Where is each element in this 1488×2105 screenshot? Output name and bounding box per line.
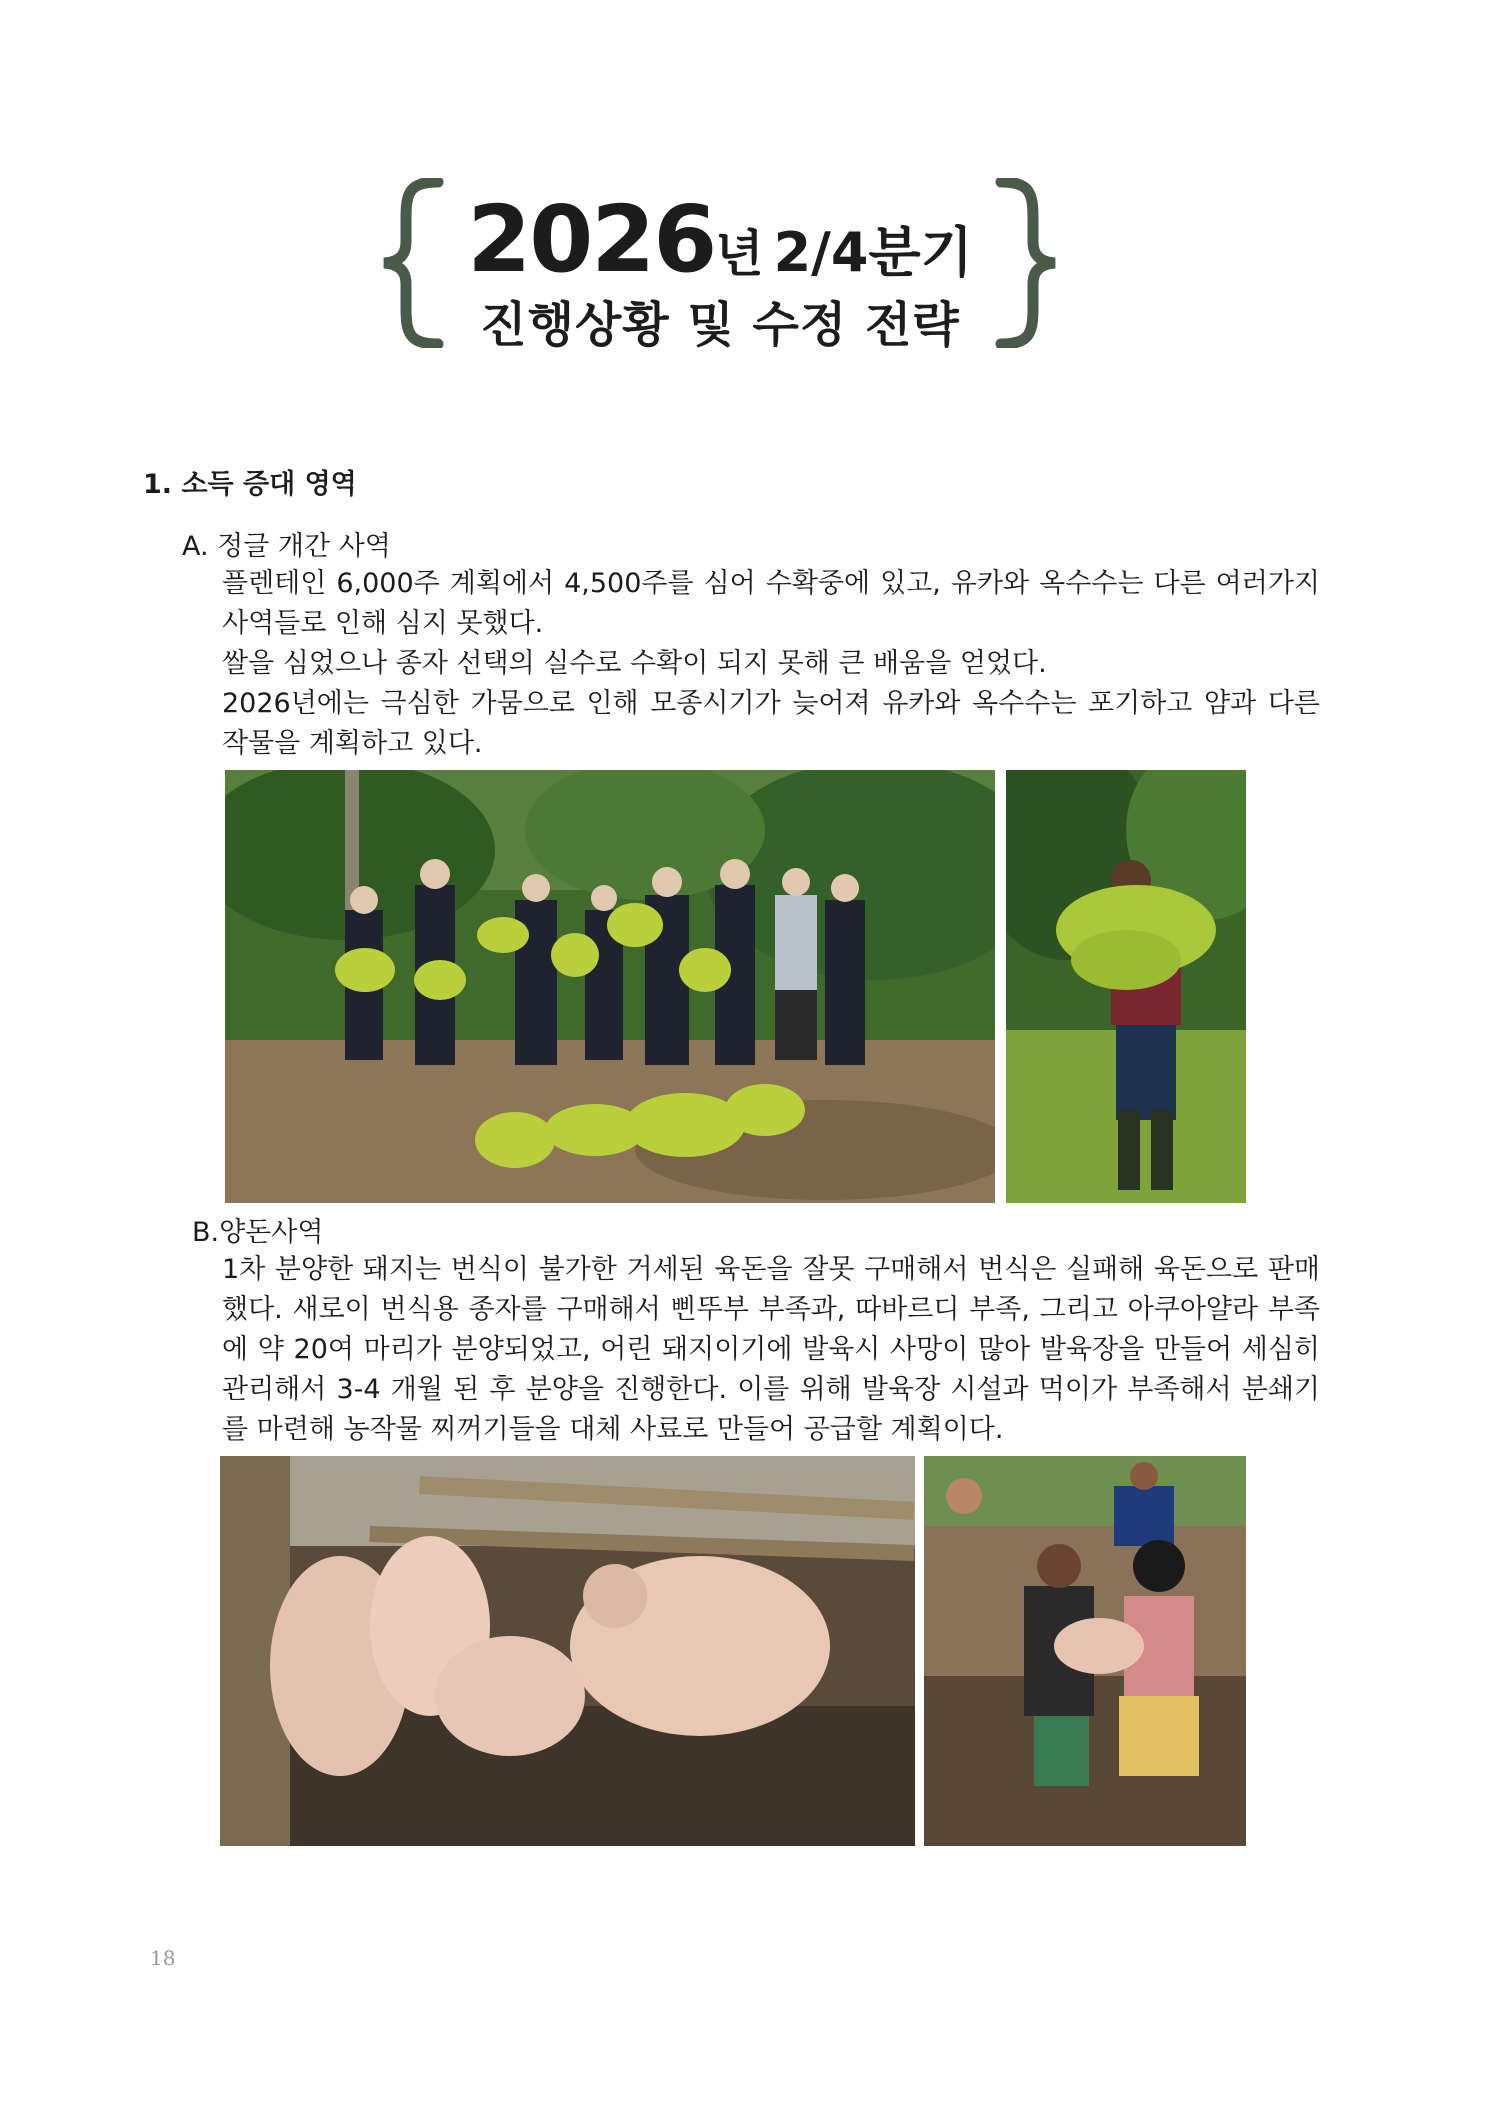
title-year-suffix: 년 xyxy=(715,225,764,283)
jungle-paragraph: 2026년에는 극심한 가뭄으로 인해 모종시기가 늦어져 유카와 옥수수는 포기하고 얌과 다른 작물을 계획하고 있다. xyxy=(222,688,1320,759)
right-curly-brace-icon xyxy=(995,178,1059,348)
title-year: 2026 xyxy=(467,186,716,293)
photo-man-carrying-bananas xyxy=(1006,770,1246,1203)
title-quarter: 2/4분기 xyxy=(773,221,973,284)
photo-group-with-bananas xyxy=(225,770,995,1203)
photo-girls-holding-piglet xyxy=(924,1456,1246,1846)
pigs-paragraph: 1차 분양한 돼지는 번식이 불가한 거세된 육돈을 잘못 구매해서 번식은 실패해 육돈으로 판매했다. 새로이 번식용 종자를 구매해서 삔뚜부 부족과, 따바르디 부족, 그리고 아쿠아얄라 부족에 약 20여 마리가 분양되었고, 어린 돼지이기에 발육시 사망이 많아 발육장을 만들어 세심히 관리해서 3-4 개월 된 후 분양을 진행한다. 이를 위해 발육장 시설과 먹이가 부족해서 분쇄기를 마련해 농작물 찌꺼기들을 대체 사료로 만들어 공급할 계획이다. xyxy=(222,1254,1320,1445)
photo-pigs-in-pen xyxy=(220,1456,915,1846)
section-heading: 1. 소득 증대 영역 xyxy=(143,469,357,500)
jungle-text xyxy=(222,564,1320,764)
jungle-paragraph: 쌀을 심었으나 종자 선택의 실수로 수확이 되지 못해 큰 배움을 얻었다. xyxy=(222,648,1047,679)
pigs-subheading: B.양돈사역 xyxy=(192,1217,324,1248)
page-title xyxy=(380,186,1060,293)
page-header xyxy=(380,178,1060,358)
page-number: 18 xyxy=(150,1946,176,1970)
page-subtitle: 진행상황 및 수정 전략 xyxy=(480,297,960,353)
jungle-paragraph: 플렌테인 6,000주 계획에서 4,500주를 심어 수확중에 있고, 유카와 옥수수는 다른 여러가지 사역들로 인해 심지 못했다. xyxy=(222,568,1320,639)
pigs-text xyxy=(222,1250,1320,1450)
jungle-subheading: A. 정글 개간 사역 xyxy=(182,531,391,562)
